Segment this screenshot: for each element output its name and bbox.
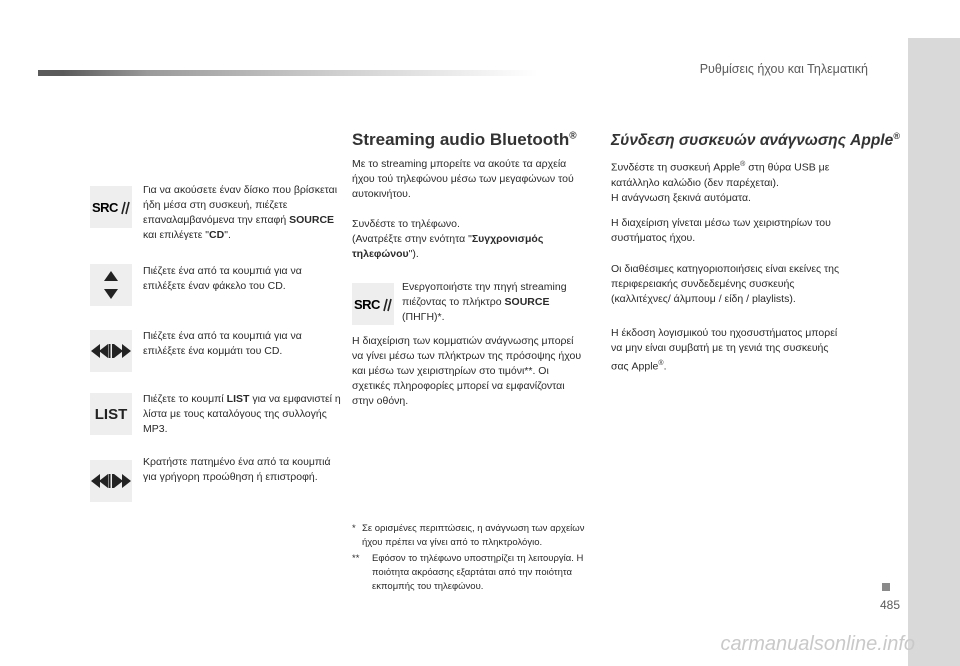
- list-label-text: LIST: [94, 405, 128, 423]
- streaming-intro: Με το streaming μπορείτε να ακούτε τα αρχεία ήχου τού τηλεφώνου μέσω των μεγαφώνων τού αυτοκινήτου.: [352, 158, 574, 200]
- streaming-connect: Συνδέστε το τηλέφωνο. (Ανατρέξτε στην ενότητα "Συγχρονισμός τηλεφώνου").: [352, 218, 544, 260]
- footnote-2: ** Εφόσον το τηλέφωνο υποστηρίζει τη λειτουργία. Η ποιότητα ακρόασης εξαρτάται από την ποιότητα εκπομπής του τηλεφώνου.: [352, 553, 584, 592]
- apple-section-title: Σύνδεση συσκευών ανάγνωσης Apple®: [611, 131, 900, 150]
- watermark: carmanualsonline.info: [720, 633, 915, 655]
- apple-control: Η διαχείριση γίνεται μέσω των χειριστηρίων του συστήματος ήχου.: [611, 217, 831, 244]
- up-down-arrows-icon: [90, 264, 132, 306]
- previous-next-track-icon: [90, 330, 132, 372]
- page-number-marker: [882, 583, 890, 591]
- fast-forward-rewind-icon: [90, 460, 132, 502]
- apple-categories: Οι διαθέσιμες κατηγοριοποιήσεις είναι εκείνες της περιφερειακής συνδεδεμένης συσκευής (καλλιτέχνες/ άλμπουμ / είδη / playlists).: [611, 263, 840, 305]
- chapter-title: Ρυθμίσεις ήχου και Τηλεματική: [699, 62, 868, 76]
- page-edge-tab: [908, 38, 960, 666]
- src-label-text: SRC: [92, 200, 118, 215]
- instruction-list: Πιέζετε το κουμπί LIST για να εμφανιστεί η λίστα με τους καταλόγους της συλλογής MP3.: [143, 393, 341, 435]
- streaming-controls: Η διαχείριση των κομματιών ανάγνωσης μπορεί να γίνει μέσω των πλήκτρων της πρόσοψης ήχου και μέσω των χειριστηρίων στο τιμόνι**. Οι σχετικές πληροφορίες μπορεί να εμφανίζονται στην οθόνη.: [352, 335, 582, 407]
- footnote-1: * Σε ορισμένες περιπτώσεις, η ανάγνωση των αρχείων ήχου πρέπει να γίνει από το πληκτρολόγιο.: [352, 523, 585, 548]
- src-button-icon-streaming: [352, 283, 394, 325]
- instruction-track: Πιέζετε ένα από τα κουμπιά για να επιλέξετε ένα κομμάτι του CD.: [143, 330, 302, 357]
- list-button-icon: [90, 393, 132, 435]
- apple-connect: Συνδέστε τη συσκευή Apple® στη θύρα USB με κατάλληλο καλώδιο (δεν παρέχεται). Η ανάγνωση ξεκινά αυτόματα.: [611, 161, 830, 204]
- instruction-cd-source: Για να ακούσετε έναν δίσκο που βρίσκεται ήδη μέσα στη συσκευή, πιέζετε επαναλαμβανόμενα την επαφή SOURCE και επιλέγετε "CD".: [143, 184, 338, 241]
- header-gradient-bar: [38, 70, 538, 76]
- apple-software-note: Η έκδοση λογισμικού του ηχοσυστήματος μπορεί να μην είναι συμβατή με τη γενιά της συσκευής σας Apple®.: [611, 327, 838, 373]
- page-number: 485: [879, 598, 900, 612]
- instruction-fast-forward: Κρατήστε πατημένο ένα από τα κουμπιά για γρήγορη προώθηση ή επιστροφή.: [143, 456, 331, 483]
- src-button-icon: [90, 186, 132, 228]
- streaming-section-title: Streaming audio Bluetooth®: [352, 130, 577, 149]
- src-label-text-streaming: SRC: [354, 297, 380, 312]
- streaming-activate: Ενεργοποιήστε την πηγή streaming πιέζοντας το πλήκτρο SOURCE (ΠΗΓΗ)*.: [402, 281, 567, 323]
- instruction-folder: Πιέζετε ένα από τα κουμπιά για να επιλέξετε έναν φάκελο του CD.: [143, 265, 302, 292]
